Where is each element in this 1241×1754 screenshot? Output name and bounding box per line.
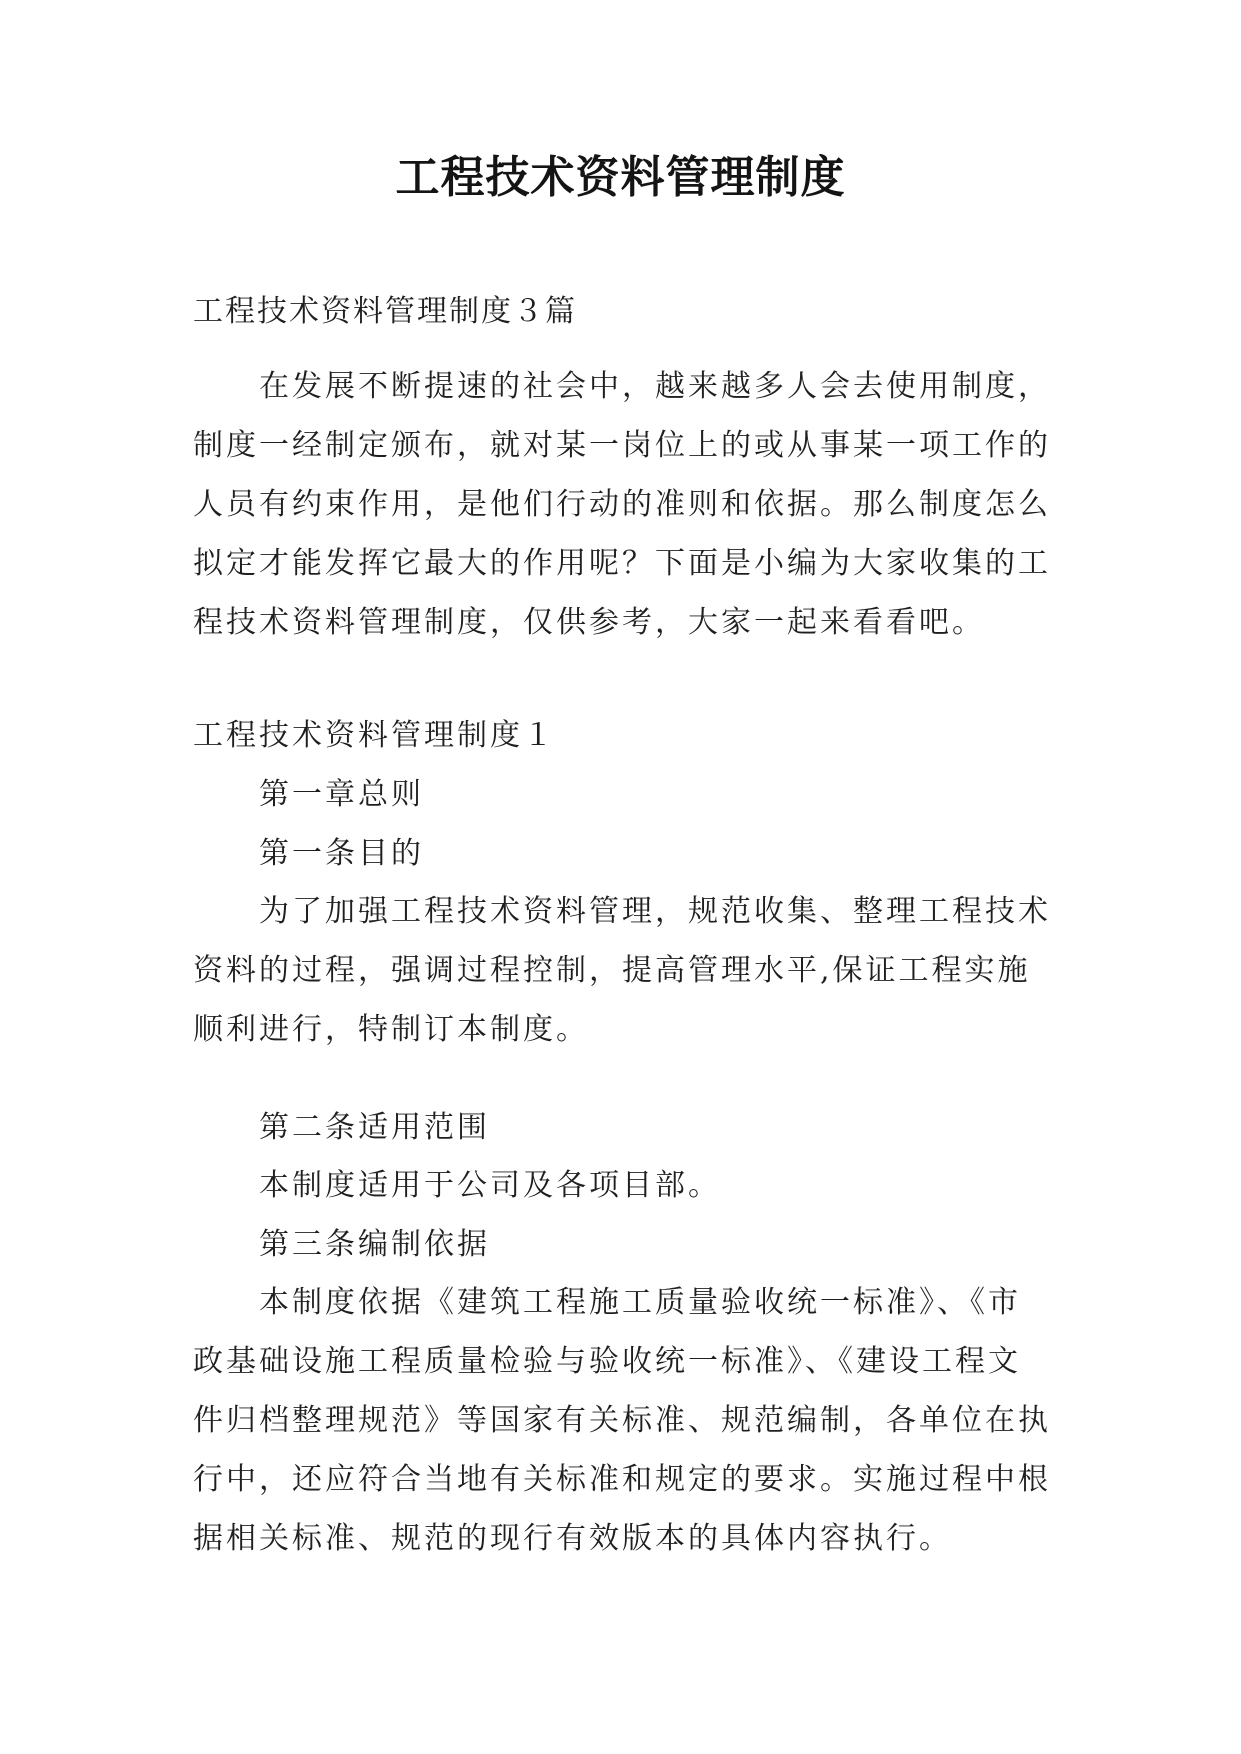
chapter-heading: 第一章总则 — [259, 777, 424, 812]
intro-paragraph: 在发展不断提速的社会中，越来越多人会去使用制度，制度一经制定颁布，就对某一岗位上的或从事某一项工作的人员有约束作用，是他们行动的准则和依据。那么制度怎么拟定才能发挥它最大的作用呢？下面是小编为大家收集的工程技术资料管理制度，仅供参考，大家一起来看看吧。 — [193, 369, 1051, 640]
section-heading: 工程技术资料管理制度１ — [193, 718, 556, 753]
article-1-body: 为了加强工程技术资料管理，规范收集、整理工程技术资料的过程，强调过程控制，提高管理水平,保证工程实施顺利进行，特制订本制度。 — [193, 894, 1051, 1047]
article-3-title: 第三条编制依据 — [259, 1227, 490, 1262]
article-3-body: 本制度依据《建筑工程施工质量验收统一标准》、《市政基础设施工程质量检验与验收统一标准》、《建设工程文件归档整理规范》等国家有关标准、规范编制，各单位在执行中，还应符合当地有关标准和规定的要求。实施过程中根据相关标准、规范的现行有效版本的具体内容执行。 — [193, 1285, 1051, 1556]
document-subtitle: 工程技术资料管理制度３篇 — [193, 294, 577, 329]
article-2-body: 本制度适用于公司及各项目部。 — [259, 1168, 721, 1203]
article-1-title: 第一条目的 — [259, 836, 424, 871]
article-2-title: 第二条适用范围 — [259, 1110, 490, 1145]
document-title: 工程技术资料管理制度 — [395, 152, 846, 203]
